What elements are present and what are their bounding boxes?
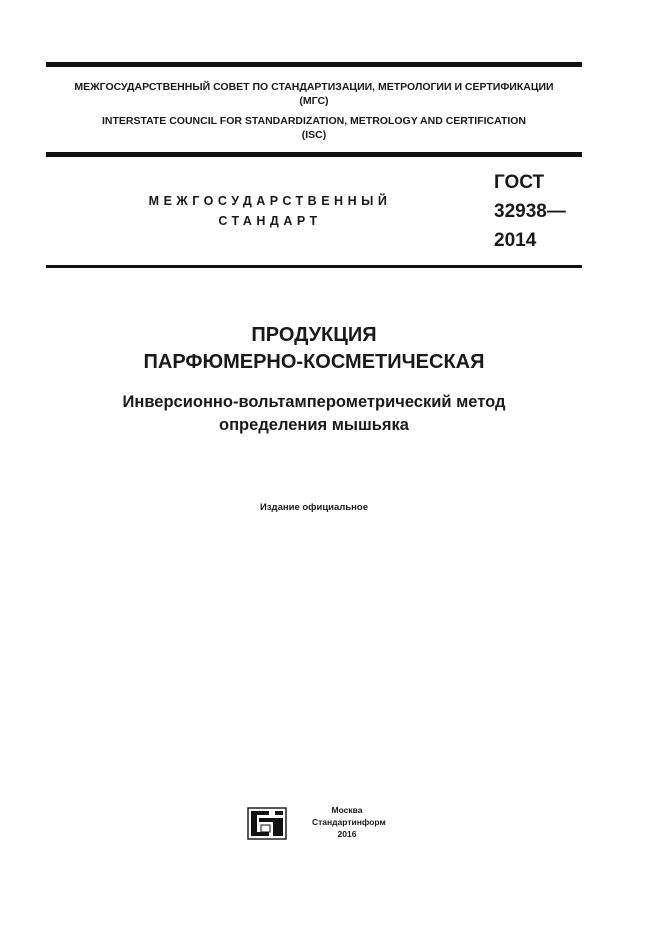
publisher-block <box>312 804 386 840</box>
publisher-year: 2016 <box>337 829 357 839</box>
document-title <box>46 322 582 376</box>
gost-label: ГОСТ <box>494 172 545 193</box>
designation-divider <box>46 265 582 268</box>
top-rule <box>46 62 582 67</box>
gost-number: 32938— <box>494 201 566 222</box>
publisher-city: Москва <box>331 805 363 815</box>
standard-type-line2: СТАНДАРТ <box>218 214 322 228</box>
title-line2: ПАРФЮМЕРНО-КОСМЕТИЧЕСКАЯ <box>143 351 485 373</box>
title-line1: ПРОДУКЦИЯ <box>251 324 377 346</box>
publisher-name: Стандартинформ <box>312 817 386 827</box>
gost-year: 2014 <box>494 230 537 251</box>
subtitle-line1: Инверсионно-вольтамперометрический метод <box>122 393 506 411</box>
standard-type <box>60 191 480 231</box>
council-header <box>46 80 582 142</box>
council-name-en: INTERSTATE COUNCIL FOR STANDARDIZATION, METROLOGY AND CERTIFICATION <box>101 115 527 127</box>
edition-note: Издание официальное <box>260 502 368 513</box>
document-subtitle <box>46 391 582 437</box>
standard-type-line1: МЕЖГОСУДАРСТВЕННЫЙ <box>148 194 392 208</box>
standartinform-logo-icon <box>247 807 287 840</box>
subtitle-line2: определения мышьяка <box>219 416 409 434</box>
council-abbr-en: (ISC) <box>301 129 327 141</box>
council-name-ru: МЕЖГОСУДАРСТВЕННЫЙ СОВЕТ ПО СТАНДАРТИЗАЦИИ, МЕТРОЛОГИИ И СЕРТИФИКАЦИИ <box>74 81 554 93</box>
council-abbr-ru: (МГС) <box>299 95 329 107</box>
gost-designation <box>494 168 566 255</box>
header-divider <box>46 152 582 157</box>
